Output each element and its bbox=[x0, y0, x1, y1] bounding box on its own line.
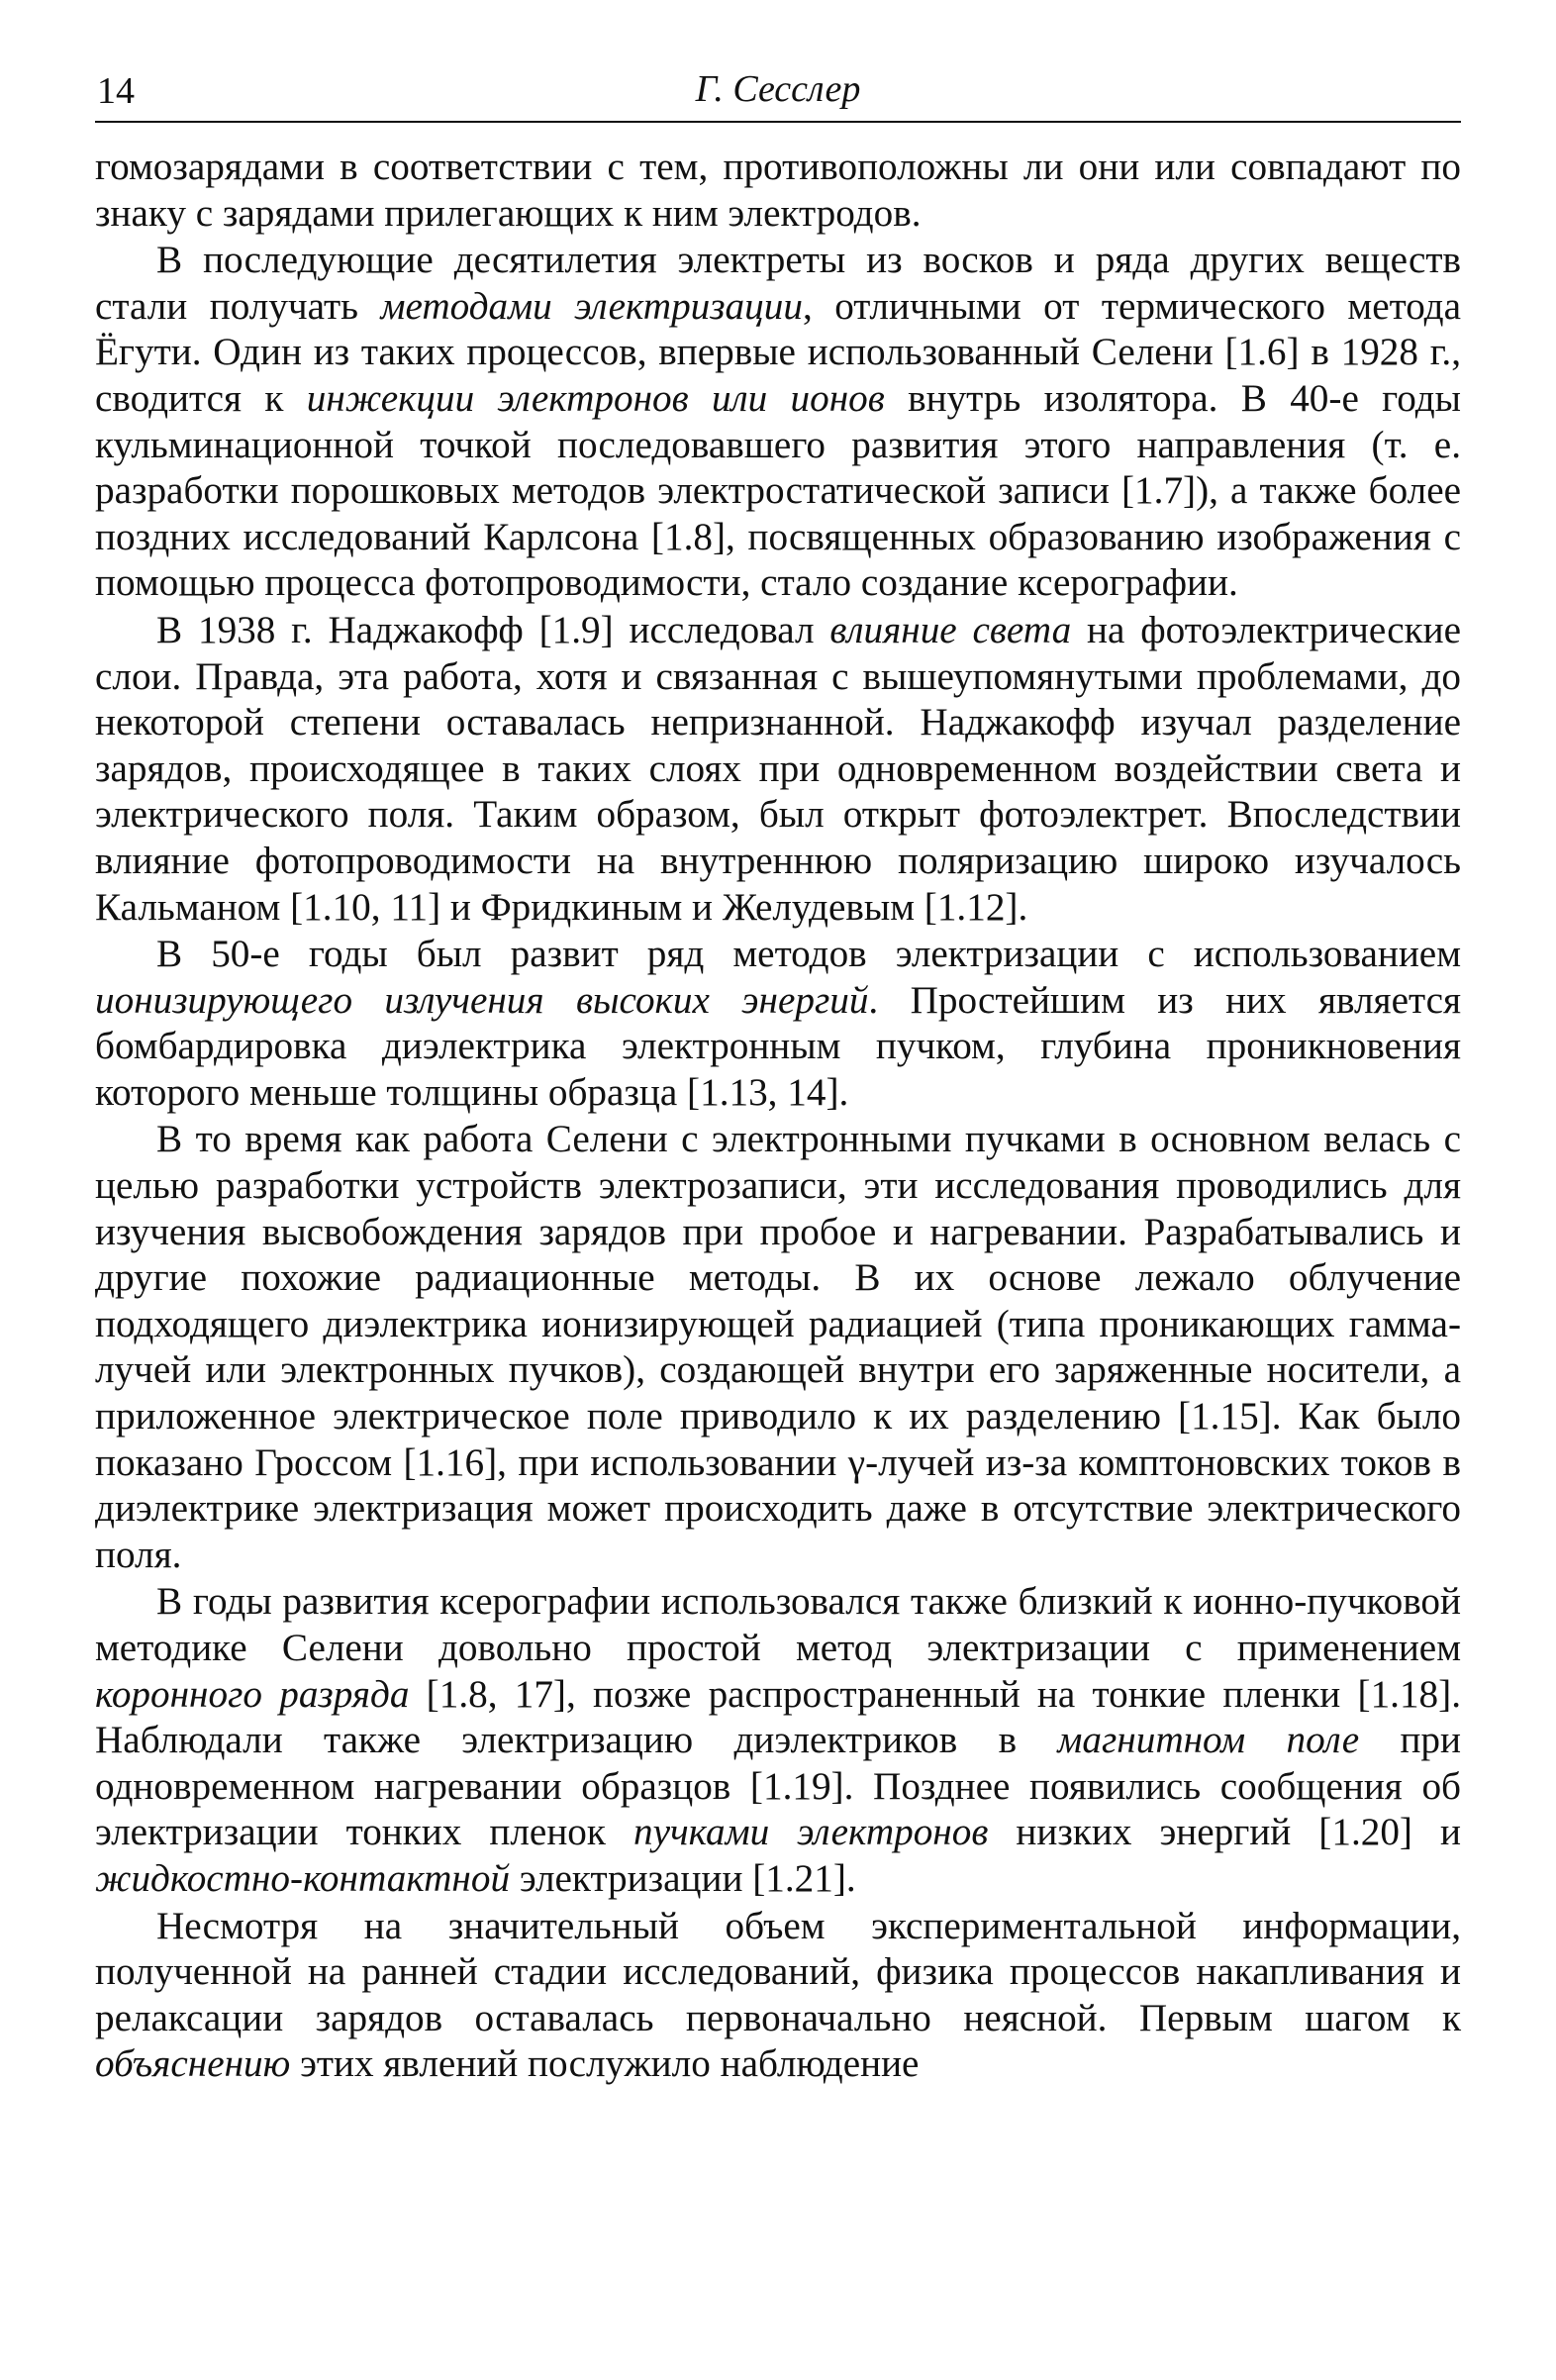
text-run: этих явлений послужило наблюдение bbox=[290, 2042, 920, 2086]
paragraph bbox=[95, 238, 1461, 607]
running-head: Г. Сесслер bbox=[695, 68, 861, 110]
text-run: В 50-е годы был развит ряд методов электризации с использованием bbox=[156, 933, 1461, 976]
italic-run: влияние света bbox=[829, 608, 1072, 651]
paragraph bbox=[95, 1904, 1461, 2088]
text-run: низких энергий [1.20] и bbox=[988, 1811, 1461, 1854]
text-run: В 1938 г. Наджакофф [1.9] исследовал bbox=[156, 608, 830, 651]
paragraph bbox=[95, 608, 1461, 931]
text-run: В годы развития ксерографии использовался также близкий к ионно-пучковой методике Селени довольно простой метод электризации с применением bbox=[95, 1580, 1461, 1669]
italic-run: жидкостно-контактной bbox=[95, 1856, 511, 1900]
italic-run: магнитном поле bbox=[1057, 1719, 1360, 1762]
page-header bbox=[95, 59, 1461, 123]
text-run: гомозарядами в соответствии с тем, противоположны ли они или совпадают по знаку с зарядами прилегающих к ним электродов. bbox=[95, 146, 1461, 235]
paragraph bbox=[95, 932, 1461, 1116]
text-run: на фотоэлектрические слои. Правда, эта работа, хотя и связанная с вышеупомянутыми проблемами, до некоторой степени оставалась непризнанной. Наджакофф изучал разделение зарядов, происходящее в таких слоях при одновременном воздействии света и электрического поля. Таким образом, был открыт фотоэлектрет. Впоследствии влияние фотопроводимости на внутреннюю поляризацию широко изучалось Кальманом [1.10, 11] и Фридкиным и Желудевым [1.12]. bbox=[95, 608, 1461, 929]
italic-run: коронного разряда bbox=[95, 1672, 410, 1716]
italic-run: объяснению bbox=[95, 2042, 291, 2086]
text-run: В то время как работа Селени с электронными пучками в основном велась с целью разработки устройств электрозаписи, эти исследования проводились для изучения высвобождения зарядов при пробое и нагревании. Разрабатывались и другие похожие радиационные методы. В их основе лежало облучение подходящего диэлектрика ионизирующей радиацией (типа проникающих гамма-лучей или электронных пучков), создающей внутри его заряженные носители, а приложенное электрическое поле приводило к их разделению [1.15]. Как было показано Гроссом [1.16], при использовании γ-лучей из-за комптоновских токов в диэлектрике электризация может происходить даже в отсутствие электрического поля. bbox=[95, 1118, 1461, 1576]
paragraph bbox=[95, 145, 1461, 237]
italic-run: пучками электронов bbox=[632, 1811, 989, 1854]
italic-run: инжекции электронов или ионов bbox=[306, 376, 885, 420]
text-run: при одновременном нагревании образцов [1.19]. Позднее появились сообщения об электризации тонких пленок bbox=[95, 1719, 1462, 1854]
text-run: внутрь изолятора. В 40-е годы кульминационной точкой последовавшего развития этого направления (т. е. разработки порошковых методов электростатической записи [1.7]), а также более поздних исследований Карлсона [1.8], посвященных образованию изображения с помощью процесса фотопроводимости, стало создание ксерографии. bbox=[95, 376, 1461, 605]
paragraph bbox=[95, 1117, 1461, 1578]
body-text bbox=[95, 145, 1461, 2088]
italic-run: ионизирующего излучения высоких энергий bbox=[95, 978, 869, 1022]
text-run: В последующие десятилетия электреты из восков и ряда других веществ стали получать bbox=[95, 239, 1461, 328]
paragraph bbox=[95, 1579, 1461, 1902]
text-run: электризации [1.21]. bbox=[510, 1856, 856, 1900]
book-page bbox=[95, 59, 1461, 2088]
text-run: , отличными от термического метода Ёгути. Один из таких процессов, впервые использованный Селени [1.6] в 1928 г., сводится к bbox=[95, 284, 1461, 420]
text-run: Несмотря на значительный объем экспериментальной информации, полученной на ранней стадии исследований, физика процессов накапливания и релаксации зарядов оставалась первоначально неясной. Первым шагом к bbox=[95, 1904, 1461, 2039]
text-run: [1.8, 17], позже распространенный на тонкие пленки [1.18]. Наблюдали также электризацию диэлектриков в bbox=[95, 1672, 1461, 1762]
italic-run: методами электризации bbox=[380, 284, 803, 328]
page-number: 14 bbox=[97, 70, 135, 112]
text-run: . Простейшим из них является бомбардировка диэлектрика электронным пучком, глубина проникновения которого меньше толщины образца [1.13, 14]. bbox=[95, 978, 1461, 1114]
